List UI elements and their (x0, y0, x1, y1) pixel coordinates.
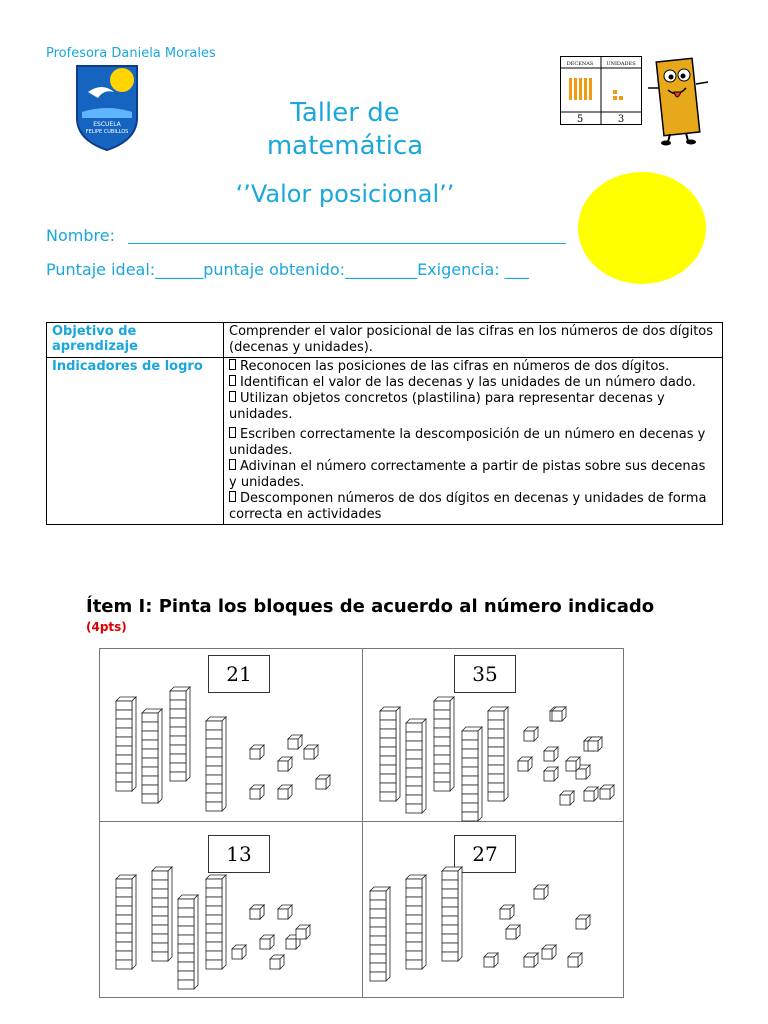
objectives-table (46, 322, 723, 525)
logo-text-2: FELIPE CUBILLOS (85, 129, 129, 135)
bullet-box-icon (229, 427, 236, 438)
tens-rod-0-3[interactable] (206, 717, 226, 811)
yellow-circle (578, 172, 706, 284)
unit-cube-0-6[interactable] (304, 745, 318, 759)
unit-cube-3-6[interactable] (524, 953, 538, 967)
tens-rod-3-1[interactable] (406, 875, 426, 969)
pv-tens-value: 5 (576, 114, 584, 125)
bullet-box-icon (229, 491, 236, 502)
number-box-13: 13 (208, 835, 270, 873)
tens-rod-1-4[interactable] (488, 707, 508, 801)
unit-cube-2-3[interactable] (260, 935, 274, 949)
unit-cube-3-2[interactable] (506, 925, 520, 939)
unit-cube-3-1[interactable] (500, 905, 514, 919)
tens-rod-1-0[interactable] (380, 707, 400, 801)
pv-col-units: UNIDADES (606, 61, 636, 67)
tens-rod-2-1[interactable] (152, 867, 172, 961)
blocks-grid (99, 648, 624, 998)
unit-cube-1-6[interactable] (544, 767, 558, 781)
school-logo (74, 62, 140, 152)
item-1-points: (4pts) (86, 620, 127, 634)
number-box-27: 27 (454, 835, 516, 873)
unit-cube-3-5[interactable] (484, 953, 498, 967)
objective-text-1: Comprender el valor posicional de las cifras en los números de dos dígitos (229, 324, 714, 339)
unit-cube-1-10[interactable] (588, 737, 602, 751)
unit-cube-1-1[interactable] (524, 727, 538, 741)
name-label: Nombre: (46, 226, 115, 245)
bullet-box-icon (229, 359, 236, 370)
tens-rod-0-0[interactable] (116, 697, 136, 791)
unit-cube-1-12[interactable] (566, 757, 580, 771)
indicators-list (224, 358, 723, 525)
unit-cube-1-4[interactable] (544, 747, 558, 761)
unit-cube-2-1[interactable] (278, 905, 292, 919)
indicator-item: Descomponen números de dos dígitos en decenas y unidades de forma correcta en actividades (229, 491, 707, 522)
unit-cube-2-7[interactable] (250, 905, 264, 919)
mascot-character (646, 54, 710, 146)
place-value-chart (560, 56, 642, 126)
indicator-item: Escriben correctamente la descomposición de un número en decenas y unidades. (229, 427, 706, 458)
unit-cube-0-1[interactable] (288, 735, 302, 749)
bullet-box-icon (229, 459, 236, 470)
unit-cube-2-2[interactable] (232, 945, 246, 959)
tens-rod-2-2[interactable] (178, 895, 198, 989)
unit-cube-1-9[interactable] (560, 791, 574, 805)
bullet-box-icon (229, 375, 236, 386)
indicator-item: Adivinan el número correctamente a partir de pistas sobre sus decenas y unidades. (229, 459, 706, 490)
pv-units-value: 3 (617, 114, 625, 125)
indicator-item: Reconocen las posiciones de las cifras en números de dos dígitos. (229, 359, 717, 375)
objective-label: Objetivo de aprendizaje (47, 323, 224, 358)
title-line-1: Taller de (290, 98, 400, 128)
base-ten-blocks[interactable] (100, 649, 623, 997)
unit-cube-3-0[interactable] (534, 885, 548, 899)
score-fields[interactable]: Puntaje ideal:______puntaje obtenido:_________Exigencia: ___ (46, 260, 529, 279)
teacher-name: Profesora Daniela Morales (46, 46, 216, 61)
page-subtitle: ‘’Valor posicional’’ (235, 180, 455, 208)
tens-rod-2-0[interactable] (116, 875, 136, 969)
tens-rod-3-0[interactable] (370, 887, 390, 981)
unit-cube-2-5[interactable] (296, 925, 310, 939)
logo-text-1: ESCUELA (93, 121, 121, 128)
page-title (200, 97, 490, 163)
indicators-label: Indicadores de logro (47, 358, 224, 525)
unit-cube-3-3[interactable] (576, 915, 590, 929)
unit-cube-3-4[interactable] (542, 945, 556, 959)
unit-cube-0-3[interactable] (250, 785, 264, 799)
item-1-title: Ítem I: Pinta los bloques de acuerdo al número indicado (86, 596, 655, 617)
unit-cube-1-11[interactable] (552, 707, 566, 721)
tens-rod-0-1[interactable] (142, 709, 162, 803)
unit-cube-0-0[interactable] (250, 745, 264, 759)
unit-cube-1-7[interactable] (584, 787, 598, 801)
indicator-item: Utilizan objetos concretos (plastilina) para representar decenas y unidades. (229, 391, 665, 422)
title-line-2: matemática (266, 131, 424, 161)
tens-rod-1-1[interactable] (406, 719, 426, 813)
pv-col-tens: DECENAS (566, 61, 594, 67)
unit-cube-1-3[interactable] (518, 757, 532, 771)
unit-cube-0-5[interactable] (316, 775, 330, 789)
objective-text (224, 323, 723, 358)
unit-cube-0-2[interactable] (278, 757, 292, 771)
unit-cube-3-7[interactable] (568, 953, 582, 967)
tens-rod-3-2[interactable] (442, 867, 462, 961)
indicators-row (47, 358, 723, 525)
bullet-box-icon (229, 391, 236, 402)
unit-cube-1-8[interactable] (600, 785, 614, 799)
number-box-21: 21 (208, 655, 270, 693)
objective-row (47, 323, 723, 358)
unit-cube-0-4[interactable] (278, 785, 292, 799)
tens-rod-1-3[interactable] (462, 727, 482, 821)
objective-text-2: (decenas y unidades). (229, 340, 373, 355)
indicator-item: Identifican el valor de las decenas y las unidades de un número dado. (229, 375, 717, 391)
name-field[interactable] (128, 243, 566, 244)
tens-rod-1-2[interactable] (434, 697, 454, 791)
tens-rod-2-3[interactable] (206, 875, 226, 969)
unit-cube-2-6[interactable] (270, 955, 284, 969)
tens-rod-0-2[interactable] (170, 687, 190, 781)
number-box-35: 35 (454, 655, 516, 693)
